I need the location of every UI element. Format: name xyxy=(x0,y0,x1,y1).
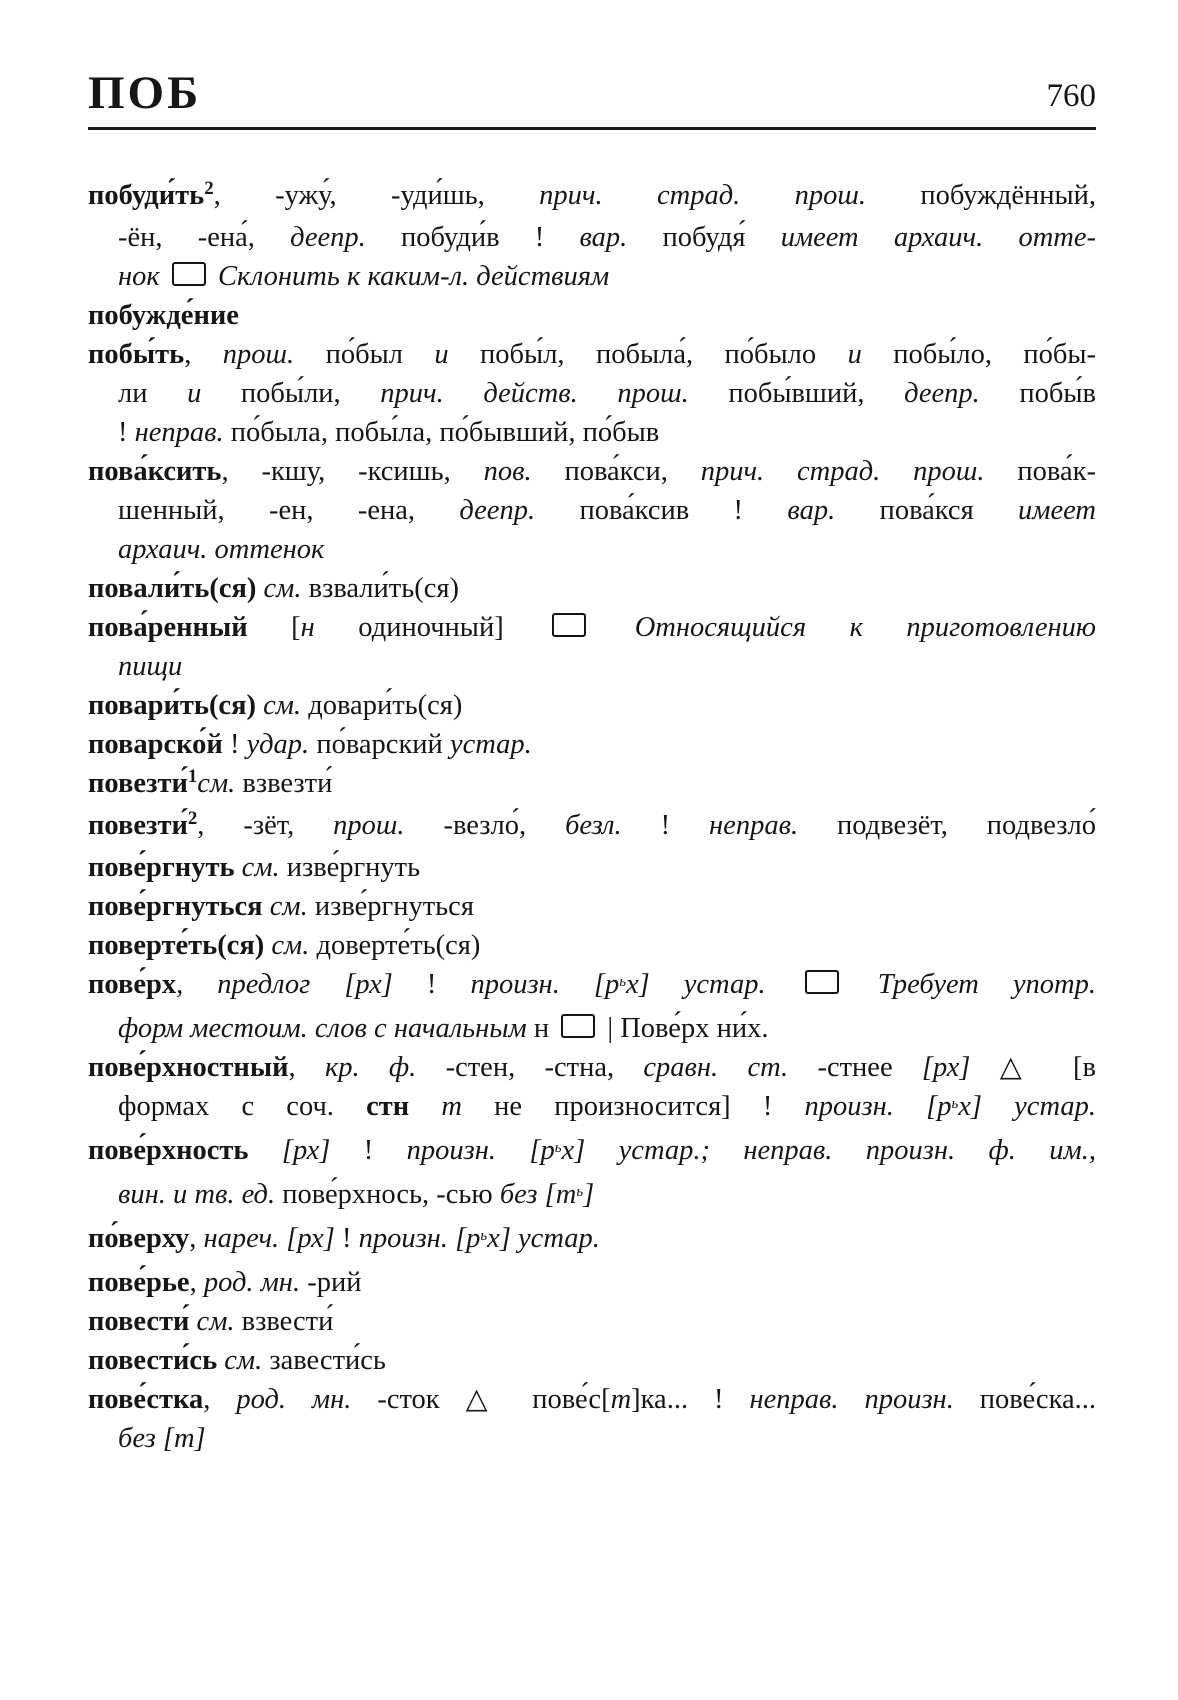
text-segment: по́была, побы́ла, по́бывший, по́быв xyxy=(223,417,660,448)
text-segment: кр. ф. xyxy=(324,1052,417,1083)
text-segment: [ xyxy=(291,612,301,643)
entry-line xyxy=(88,965,1096,1009)
entry-line xyxy=(88,1341,1096,1380)
text-segment: ь xyxy=(480,1227,488,1244)
text-segment: побы́ло, по́бы- xyxy=(861,339,1097,370)
dictionary-entry xyxy=(88,965,1096,1048)
triangle-icon: △ xyxy=(465,1384,507,1415)
dictionary-entry xyxy=(88,1380,1096,1458)
entry-line xyxy=(88,176,1096,218)
text-segment: , -ужу́, -уди́шь, xyxy=(213,180,540,211)
text-segment: прич. страд. прош. xyxy=(700,456,985,487)
entry-line xyxy=(88,413,1096,452)
text-segment: ! xyxy=(392,969,471,1000)
entry-line xyxy=(88,1009,1096,1048)
headword: пове́рхностный xyxy=(88,1052,289,1083)
text-segment: см. xyxy=(271,930,310,961)
entry-line xyxy=(88,926,1096,965)
text-segment: н xyxy=(300,612,315,643)
headword: повали́ть(ся) xyxy=(88,573,264,604)
text-segment: формах с соч. xyxy=(118,1091,367,1122)
entry-line xyxy=(88,1175,1096,1219)
headword: поверте́ть(ся) xyxy=(88,930,272,961)
entry-line xyxy=(88,1131,1096,1175)
text-segment: | Пове́рх ни́х. xyxy=(600,1013,769,1044)
text-segment: , xyxy=(189,1223,204,1254)
text-segment: ь xyxy=(554,1139,562,1156)
text-segment: безл. xyxy=(565,810,622,841)
headword: повезти́ xyxy=(88,810,188,841)
text-segment: пищи xyxy=(118,651,183,682)
text-segment: х] устар. xyxy=(625,969,800,1000)
text-segment: пова́ксив ! xyxy=(535,495,788,526)
entry-line xyxy=(88,296,1096,335)
entry-line xyxy=(88,1263,1096,1302)
text-segment: ! xyxy=(222,729,247,760)
headword: пове́ргнуться xyxy=(88,891,270,922)
text-segment xyxy=(844,969,878,1000)
headword: пове́ргнуть xyxy=(88,852,242,883)
text-segment: н xyxy=(533,1013,557,1044)
text-segment: удар. xyxy=(246,729,310,760)
entry-line xyxy=(88,887,1096,926)
text-segment: -ён, -ена́, xyxy=(118,222,291,253)
headword: пове́рхность xyxy=(88,1135,282,1166)
text-segment: изве́ргнуться xyxy=(307,891,474,922)
text-segment: 2 xyxy=(187,807,198,829)
text-segment: завести́сь xyxy=(262,1345,386,1376)
entry-line xyxy=(88,647,1096,686)
entry-line xyxy=(88,725,1096,764)
text-segment: по́варский xyxy=(309,729,450,760)
entry-line xyxy=(88,569,1096,608)
text-segment: доверте́ть(ся) xyxy=(309,930,481,961)
entry-line xyxy=(88,1419,1096,1458)
entry-line xyxy=(88,218,1096,257)
dictionary-entry xyxy=(88,569,1096,608)
text-segment: пова́кся xyxy=(835,495,1019,526)
text-segment: см. xyxy=(197,768,236,799)
text-segment: -рий xyxy=(300,1267,362,1298)
text-segment: Склонить к каким-л. действиям xyxy=(217,261,610,292)
text-segment: -везло́, xyxy=(404,810,566,841)
text-segment: вин. и тв. ед. xyxy=(118,1179,276,1210)
text-segment: форм местоим. слов с начальным xyxy=(118,1013,534,1044)
text-segment: -сток xyxy=(351,1384,466,1415)
dictionary-entry xyxy=(88,335,1096,452)
headword: повести́сь xyxy=(88,1345,225,1376)
entries-column xyxy=(88,176,1096,1458)
entry-line xyxy=(88,1048,1096,1087)
text-segment: побы́ли, xyxy=(201,378,381,409)
headword: побы́ть xyxy=(88,339,185,370)
text-segment: по́был xyxy=(294,339,435,370)
text-segment: неправ. xyxy=(134,417,224,448)
text-segment: побы́в xyxy=(979,378,1096,409)
headword: повести́ xyxy=(88,1306,197,1337)
text-segment: взвали́ть(ся) xyxy=(301,573,459,604)
text-segment: пове́с[ xyxy=(506,1384,611,1415)
entry-line xyxy=(88,686,1096,725)
dictionary-entry xyxy=(88,1341,1096,1380)
text-segment: прош. xyxy=(222,339,295,370)
text-segment: довари́ть(ся) xyxy=(301,690,463,721)
text-segment: имеет архаич. отте- xyxy=(780,222,1097,253)
entry-line xyxy=(88,1087,1096,1131)
text-segment: произн. [р xyxy=(804,1091,952,1122)
page-number: 760 xyxy=(1046,78,1096,114)
dictionary-entry xyxy=(88,764,1096,806)
text-segment: и xyxy=(847,339,862,370)
text-segment xyxy=(970,1052,999,1083)
text-segment: ! xyxy=(334,1223,359,1254)
text-segment: х] устар. xyxy=(958,1091,1096,1122)
text-segment: ] xyxy=(583,1179,595,1210)
dictionary-entry xyxy=(88,1219,1096,1263)
headword: пове́рье xyxy=(88,1267,190,1298)
dictionary-entry xyxy=(88,806,1096,848)
text-segment: , xyxy=(203,1384,237,1415)
text-segment: стн xyxy=(366,1091,410,1122)
entry-line xyxy=(88,764,1096,806)
text-segment: взвести́ xyxy=(234,1306,334,1337)
headword: по́верху xyxy=(88,1223,190,1254)
text-segment: , xyxy=(288,1052,325,1083)
dictionary-entry xyxy=(88,176,1096,296)
text-segment: произн. [р xyxy=(470,969,620,1000)
text-segment: прич. страд. прош. xyxy=(539,180,866,211)
text-segment: деепр. xyxy=(904,378,980,409)
dictionary-entry xyxy=(88,887,1096,926)
entry-line xyxy=(88,848,1096,887)
text-segment: см. xyxy=(241,852,280,883)
text-segment: , xyxy=(176,969,218,1000)
entry-line xyxy=(88,1302,1096,1341)
dictionary-entry xyxy=(88,1302,1096,1341)
dictionary-entry xyxy=(88,1048,1096,1131)
headword: пова́ксить xyxy=(88,456,222,487)
text-segment: т xyxy=(610,1384,632,1415)
headword: пова́ренный xyxy=(88,612,292,643)
headword: повари́ть(ся) xyxy=(88,690,264,721)
headword: побужде́ние xyxy=(88,300,239,331)
text-segment: х] устар. xyxy=(487,1223,600,1254)
text-segment: ! xyxy=(330,1135,407,1166)
text-segment: неправ. xyxy=(709,810,799,841)
entry-line xyxy=(88,806,1096,848)
entry-line xyxy=(88,1380,1096,1419)
entry-line xyxy=(88,608,1096,647)
text-segment xyxy=(591,612,635,643)
text-segment: ь xyxy=(619,973,626,990)
headword: поварско́й xyxy=(88,729,223,760)
definition-box-icon xyxy=(561,1014,595,1038)
headword: пове́рх xyxy=(88,969,177,1000)
text-segment: без [т xyxy=(499,1179,577,1210)
text-segment: 2 xyxy=(204,177,214,199)
text-segment: деепр. xyxy=(459,495,536,526)
entry-line xyxy=(88,491,1096,530)
text-segment: и xyxy=(434,339,449,370)
text-segment: нареч. [рх] xyxy=(203,1223,335,1254)
text-segment: подвезёт, подвезло́ xyxy=(798,810,1096,841)
dictionary-entry xyxy=(88,1263,1096,1302)
text-segment: , xyxy=(189,1267,204,1298)
page-header xyxy=(88,67,1096,130)
text-segment: нок xyxy=(118,261,167,292)
text-segment: вар. xyxy=(787,495,836,526)
text-segment: архаич. оттенок xyxy=(118,534,325,565)
text-segment: изве́ргнуть xyxy=(279,852,421,883)
definition-box-icon xyxy=(552,613,586,637)
text-segment: побы́вший, xyxy=(688,378,905,409)
text-segment: предлог [рх] xyxy=(217,969,393,1000)
text-segment: ли xyxy=(118,378,188,409)
text-segment xyxy=(211,261,218,292)
text-segment: , -зёт, xyxy=(197,810,334,841)
text-segment: побуждённый, xyxy=(865,180,1096,211)
dictionary-entry xyxy=(88,725,1096,764)
text-segment: ь xyxy=(576,1183,584,1200)
text-segment: см. xyxy=(224,1345,263,1376)
text-segment: ! xyxy=(621,810,710,841)
text-segment: произн. [р xyxy=(358,1223,481,1254)
text-segment: устар. xyxy=(449,729,532,760)
dictionary-entry xyxy=(88,296,1096,335)
text-segment: одиночный] xyxy=(314,612,548,643)
text-segment: ]ка... ! xyxy=(631,1384,750,1415)
text-segment: ь xyxy=(951,1095,959,1112)
text-segment: пов. xyxy=(483,456,532,487)
entry-line xyxy=(88,374,1096,413)
text-segment: , xyxy=(184,339,223,370)
dictionary-entry xyxy=(88,848,1096,887)
text-segment: сравн. ст. xyxy=(643,1052,789,1083)
text-segment: не произносится] ! xyxy=(461,1091,805,1122)
text-segment: ! xyxy=(118,417,135,448)
text-segment: см. xyxy=(263,573,302,604)
text-segment: Относящийся к приготовлению xyxy=(634,612,1096,643)
headword: пове́стка xyxy=(88,1384,204,1415)
text-segment: см. xyxy=(263,690,302,721)
text-segment: 1 xyxy=(187,765,198,787)
text-segment: взвезти́ xyxy=(235,768,333,799)
entry-line xyxy=(88,1219,1096,1263)
text-segment: -стнее xyxy=(788,1052,922,1083)
text-segment: и xyxy=(187,378,202,409)
dictionary-entry xyxy=(88,1131,1096,1219)
text-segment xyxy=(409,1091,441,1122)
text-segment: пова́кси, xyxy=(531,456,701,487)
dictionary-entry xyxy=(88,452,1096,569)
text-segment: см. xyxy=(269,891,308,922)
text-segment: побудя́ xyxy=(627,222,781,253)
text-segment: см. xyxy=(196,1306,235,1337)
text-segment: без [т] xyxy=(118,1423,206,1454)
text-segment: пове́ска... xyxy=(953,1384,1097,1415)
definition-box-icon xyxy=(172,262,206,286)
text-segment: имеет xyxy=(1018,495,1096,526)
text-segment: побы́л, побыла́, по́было xyxy=(448,339,848,370)
text-segment: -стен, -стна, xyxy=(416,1052,644,1083)
dictionary-entry xyxy=(88,608,1096,686)
text-segment: прич. действ. прош. xyxy=(380,378,689,409)
headword: побуди́ть xyxy=(88,180,205,211)
entry-line xyxy=(88,452,1096,491)
text-segment: произн. [р xyxy=(406,1135,555,1166)
text-segment: прош. xyxy=(333,810,405,841)
text-segment: род. мн. xyxy=(203,1267,301,1298)
headword: повезти́ xyxy=(88,768,188,799)
dictionary-entry xyxy=(88,686,1096,725)
text-segment: род. мн. xyxy=(236,1384,352,1415)
text-segment: деепр. xyxy=(290,222,366,253)
text-segment: вар. xyxy=(579,222,628,253)
entry-line xyxy=(88,257,1096,296)
text-segment: т xyxy=(441,1091,462,1122)
text-segment: [в xyxy=(1043,1052,1096,1083)
guide-word: ПОБ xyxy=(88,67,202,119)
text-segment: шенный, -ен, -ена, xyxy=(118,495,460,526)
text-segment: , -кшу, -ксишь, xyxy=(221,456,484,487)
text-segment: пова́к- xyxy=(984,456,1096,487)
triangle-icon: △ xyxy=(999,1052,1044,1083)
text-segment: Требует употр. xyxy=(877,969,1096,1000)
definition-box-icon xyxy=(805,970,839,994)
text-segment: пове́рхнось, -сью xyxy=(275,1179,500,1210)
entry-line xyxy=(88,530,1096,569)
text-segment: неправ. произн. xyxy=(749,1384,954,1415)
text-segment: побуди́в ! xyxy=(365,222,580,253)
entry-line xyxy=(88,335,1096,374)
text-segment: [рх] xyxy=(281,1135,331,1166)
text-segment: [рх] xyxy=(921,1052,971,1083)
dictionary-entry xyxy=(88,926,1096,965)
text-segment: х] устар.; неправ. произн. ф. им., xyxy=(561,1135,1096,1166)
